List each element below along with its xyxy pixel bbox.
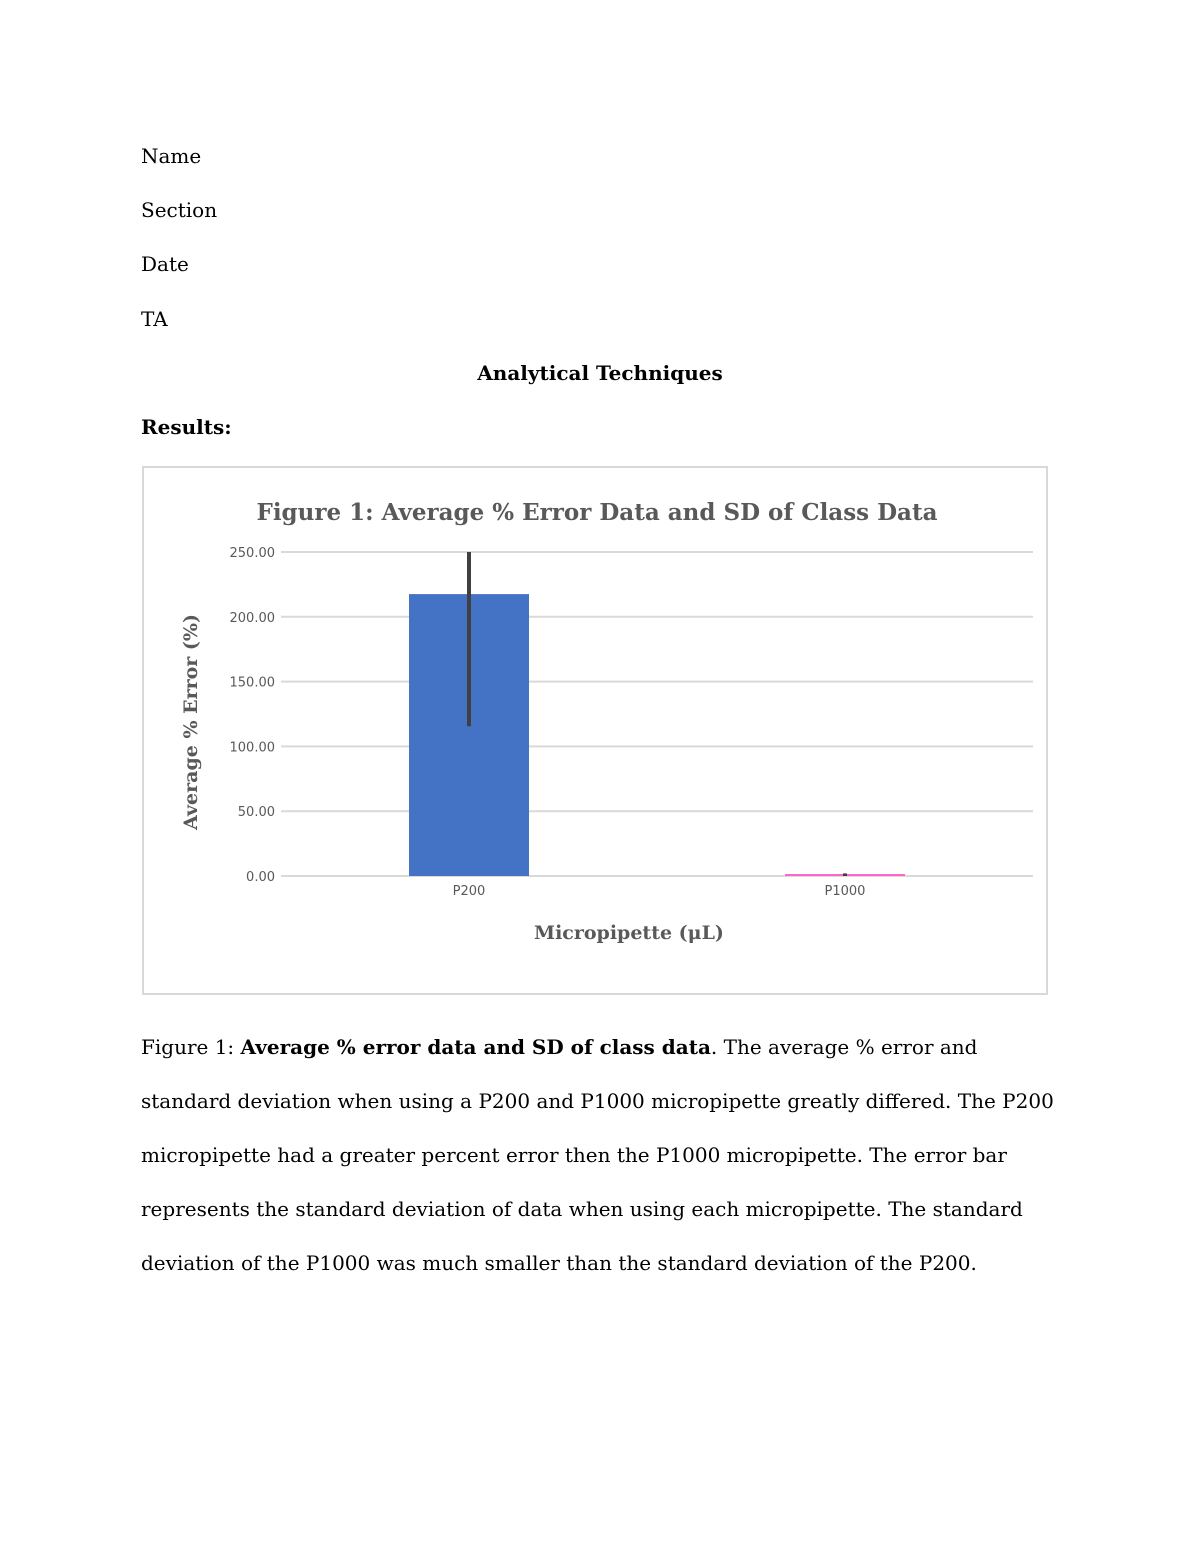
document-title: Analytical Techniques — [477, 361, 723, 385]
caption-prefix: Figure 1: — [141, 1035, 241, 1059]
y-tick-label: 150.00 — [229, 675, 275, 691]
bar-chart — [144, 468, 1050, 997]
ta-label: TA — [141, 307, 168, 331]
y-tick-label: 250.00 — [229, 546, 275, 561]
y-tick-label: 50.00 — [237, 805, 275, 821]
y-axis-label: Average % Error (%) — [180, 614, 202, 830]
x-tick-label: P200 — [452, 884, 486, 899]
y-tick-label: 100.00 — [229, 740, 275, 756]
x-axis-label: Micropipette (μL) — [534, 922, 724, 944]
caption-bold: Average % error data and SD of class data — [240, 1035, 711, 1059]
y-tick-label: 200.00 — [229, 610, 275, 626]
section-label: Section — [141, 198, 218, 222]
chart-container — [142, 466, 1048, 995]
date-label: Date — [141, 252, 189, 276]
caption-text: . The average % error and standard deviation when using a P200 and P1000 micropipette greatly differed. The P200 micropipette had a greater percent error then the P1000 micropipette. The error bar represents the standard deviation of data when using each micropipette. The standard deviation of the P1000 was much smaller than the standard deviation of the P200. — [141, 1035, 1054, 1275]
x-tick-label: P1000 — [824, 884, 866, 899]
name-label: Name — [141, 144, 202, 168]
chart-title: Figure 1: Average % Error Data and SD of Class Data — [256, 499, 938, 526]
results-heading: Results: — [141, 415, 232, 439]
y-tick-label: 0.00 — [246, 870, 275, 885]
figure-caption — [141, 1020, 1061, 1290]
